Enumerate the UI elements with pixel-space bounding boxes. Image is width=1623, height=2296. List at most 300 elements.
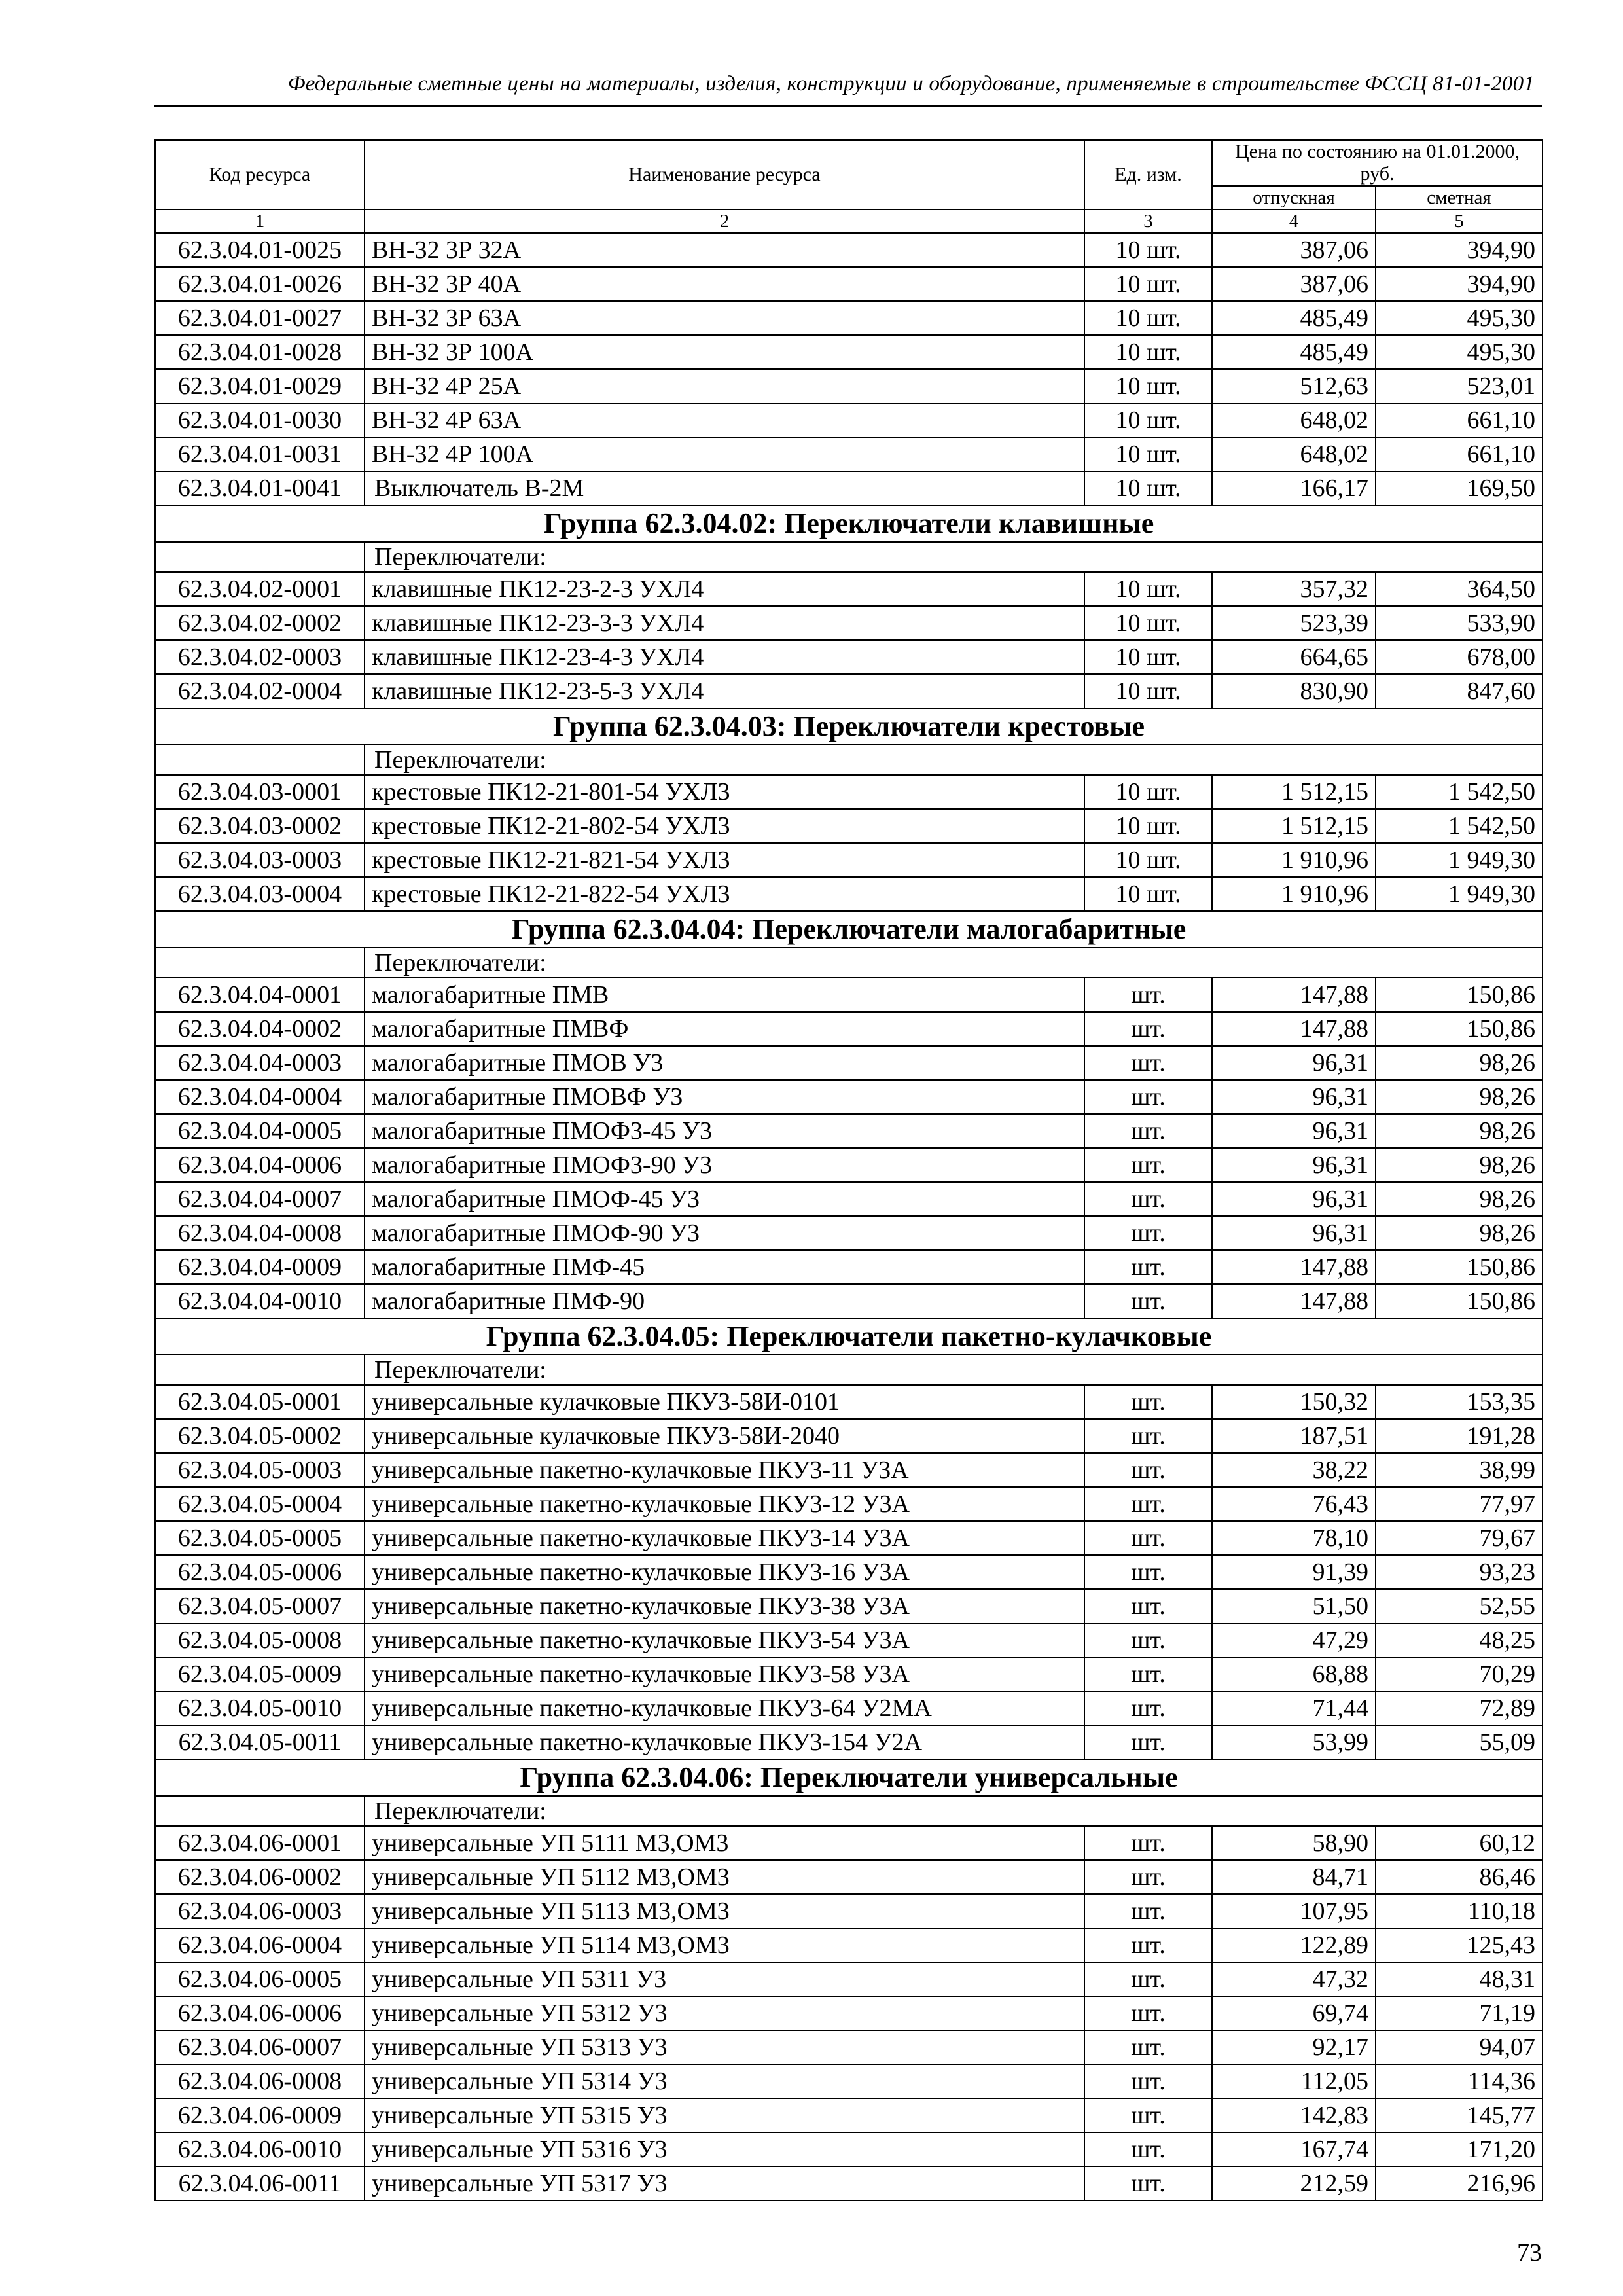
col-header-release: отпускная bbox=[1212, 186, 1376, 209]
estimate-price: 98,26 bbox=[1376, 1046, 1543, 1080]
unit-of-measure: 10 шт. bbox=[1084, 335, 1212, 369]
table-row bbox=[155, 606, 1543, 640]
estimate-price: 1 542,50 bbox=[1376, 809, 1543, 843]
col-number: 4 bbox=[1212, 209, 1376, 233]
table-row bbox=[155, 1487, 1543, 1521]
resource-name: ВН-32 3Р 100А bbox=[365, 335, 1084, 369]
estimate-price: 125,43 bbox=[1376, 1928, 1543, 1962]
unit-of-measure: шт. bbox=[1084, 1894, 1212, 1928]
estimate-price: 98,26 bbox=[1376, 1080, 1543, 1114]
estimate-price: 495,30 bbox=[1376, 301, 1543, 335]
resource-code: 62.3.04.04-0002 bbox=[155, 1012, 365, 1046]
subheading-spacer bbox=[155, 1796, 365, 1826]
unit-of-measure: шт. bbox=[1084, 2064, 1212, 2098]
resource-code: 62.3.04.05-0006 bbox=[155, 1555, 365, 1589]
resource-code: 62.3.04.06-0003 bbox=[155, 1894, 365, 1928]
release-price: 187,51 bbox=[1212, 1419, 1376, 1453]
table-row bbox=[155, 1419, 1543, 1453]
resource-code: 62.3.04.04-0004 bbox=[155, 1080, 365, 1114]
resource-name: универсальные УП 5314 У3 bbox=[365, 2064, 1084, 2098]
resource-code: 62.3.04.03-0004 bbox=[155, 877, 365, 911]
resource-name: малогабаритные ПМОВФ У3 bbox=[365, 1080, 1084, 1114]
release-price: 53,99 bbox=[1212, 1725, 1376, 1759]
resource-name: универсальные УП 5111 М3,ОМ3 bbox=[365, 1826, 1084, 1860]
unit-of-measure: шт. bbox=[1084, 1385, 1212, 1419]
estimate-price: 847,60 bbox=[1376, 674, 1543, 708]
resource-name: универсальные УП 5112 М3,ОМ3 bbox=[365, 1860, 1084, 1894]
resource-code: 62.3.04.05-0011 bbox=[155, 1725, 365, 1759]
resource-name: универсальные пакетно-кулачковые ПКУ3-11 У3А bbox=[365, 1453, 1084, 1487]
resource-code: 62.3.04.05-0009 bbox=[155, 1657, 365, 1691]
release-price: 1 910,96 bbox=[1212, 843, 1376, 877]
estimate-price: 70,29 bbox=[1376, 1657, 1543, 1691]
resource-code: 62.3.04.05-0003 bbox=[155, 1453, 365, 1487]
table-row bbox=[155, 1928, 1543, 1962]
estimate-price: 72,89 bbox=[1376, 1691, 1543, 1725]
resource-name: малогабаритные ПМОФ-90 У3 bbox=[365, 1216, 1084, 1250]
release-price: 1 910,96 bbox=[1212, 877, 1376, 911]
release-price: 38,22 bbox=[1212, 1453, 1376, 1487]
resource-name: крестовые ПК12-21-801-54 УХЛ3 bbox=[365, 775, 1084, 809]
release-price: 147,88 bbox=[1212, 1250, 1376, 1284]
unit-of-measure: шт. bbox=[1084, 1962, 1212, 1996]
estimate-price: 1 542,50 bbox=[1376, 775, 1543, 809]
release-price: 212,59 bbox=[1212, 2166, 1376, 2200]
estimate-price: 145,77 bbox=[1376, 2098, 1543, 2132]
resource-name: ВН-32 3Р 63А bbox=[365, 301, 1084, 335]
release-price: 147,88 bbox=[1212, 1012, 1376, 1046]
estimate-price: 150,86 bbox=[1376, 1250, 1543, 1284]
unit-of-measure: шт. bbox=[1084, 2132, 1212, 2166]
resource-name: малогабаритные ПМОФ3-45 У3 bbox=[365, 1114, 1084, 1148]
resource-code: 62.3.04.01-0025 bbox=[155, 233, 365, 267]
group-title: Группа 62.3.04.06: Переключатели универсальные bbox=[155, 1759, 1543, 1796]
unit-of-measure: шт. bbox=[1084, 1080, 1212, 1114]
table-row bbox=[155, 1962, 1543, 1996]
resource-name: Выключатель В-2М bbox=[365, 471, 1084, 505]
resource-name: универсальные пакетно-кулачковые ПКУ3-12 У3А bbox=[365, 1487, 1084, 1521]
resource-code: 62.3.04.01-0026 bbox=[155, 267, 365, 301]
table-row bbox=[155, 233, 1543, 267]
resource-name: универсальные УП 5316 У3 bbox=[365, 2132, 1084, 2166]
table-row bbox=[155, 1216, 1543, 1250]
resource-name: малогабаритные ПМФ-90 bbox=[365, 1284, 1084, 1318]
resource-code: 62.3.04.05-0010 bbox=[155, 1691, 365, 1725]
unit-of-measure: 10 шт. bbox=[1084, 233, 1212, 267]
table-row bbox=[155, 1385, 1543, 1419]
unit-of-measure: 10 шт. bbox=[1084, 775, 1212, 809]
resource-name: крестовые ПК12-21-821-54 УХЛ3 bbox=[365, 843, 1084, 877]
release-price: 150,32 bbox=[1212, 1385, 1376, 1419]
unit-of-measure: шт. bbox=[1084, 1657, 1212, 1691]
table-row bbox=[155, 2098, 1543, 2132]
release-price: 830,90 bbox=[1212, 674, 1376, 708]
release-price: 142,83 bbox=[1212, 2098, 1376, 2132]
resource-name: малогабаритные ПМОВ У3 bbox=[365, 1046, 1084, 1080]
running-header: Федеральные сметные цены на материалы, изделия, конструкции и оборудование, применяемые в строительстве ФССЦ 81-01-2001 bbox=[287, 72, 1535, 96]
resource-code: 62.3.04.04-0006 bbox=[155, 1148, 365, 1182]
col-number: 5 bbox=[1376, 209, 1543, 233]
release-price: 96,31 bbox=[1212, 1080, 1376, 1114]
resource-code: 62.3.04.02-0001 bbox=[155, 572, 365, 606]
resource-name: универсальные УП 5317 У3 bbox=[365, 2166, 1084, 2200]
resource-code: 62.3.04.06-0002 bbox=[155, 1860, 365, 1894]
subheading-spacer bbox=[155, 542, 365, 572]
estimate-price: 495,30 bbox=[1376, 335, 1543, 369]
estimate-price: 98,26 bbox=[1376, 1114, 1543, 1148]
release-price: 96,31 bbox=[1212, 1114, 1376, 1148]
subheading-spacer bbox=[155, 948, 365, 978]
unit-of-measure: шт. bbox=[1084, 1725, 1212, 1759]
table-row bbox=[155, 335, 1543, 369]
release-price: 147,88 bbox=[1212, 1284, 1376, 1318]
unit-of-measure: шт. bbox=[1084, 1996, 1212, 2030]
estimate-price: 150,86 bbox=[1376, 1284, 1543, 1318]
col-header-price: Цена по состоянию на 01.01.2000, руб. bbox=[1212, 140, 1543, 186]
table-row bbox=[155, 978, 1543, 1012]
unit-of-measure: шт. bbox=[1084, 1012, 1212, 1046]
table-row bbox=[155, 1046, 1543, 1080]
table-head bbox=[155, 140, 1543, 233]
release-price: 47,32 bbox=[1212, 1962, 1376, 1996]
estimate-price: 150,86 bbox=[1376, 1012, 1543, 1046]
resource-name: универсальные УП 5312 У3 bbox=[365, 1996, 1084, 2030]
resource-name: малогабаритные ПМВ bbox=[365, 978, 1084, 1012]
resource-code: 62.3.04.02-0002 bbox=[155, 606, 365, 640]
resource-name: универсальные УП 5113 М3,ОМ3 bbox=[365, 1894, 1084, 1928]
price-table bbox=[154, 139, 1543, 2201]
subheading-row bbox=[155, 1796, 1543, 1826]
table-row bbox=[155, 877, 1543, 911]
group-title: Группа 62.3.04.04: Переключатели малогабаритные bbox=[155, 911, 1543, 948]
table-row bbox=[155, 1250, 1543, 1284]
estimate-price: 678,00 bbox=[1376, 640, 1543, 674]
unit-of-measure: 10 шт. bbox=[1084, 267, 1212, 301]
release-price: 485,49 bbox=[1212, 301, 1376, 335]
resource-code: 62.3.04.05-0001 bbox=[155, 1385, 365, 1419]
subheading-row bbox=[155, 948, 1543, 978]
estimate-price: 114,36 bbox=[1376, 2064, 1543, 2098]
table-row bbox=[155, 1826, 1543, 1860]
table-row bbox=[155, 809, 1543, 843]
resource-code: 62.3.04.05-0007 bbox=[155, 1589, 365, 1623]
subheading-label: Переключатели: bbox=[365, 745, 1543, 775]
resource-code: 62.3.04.06-0005 bbox=[155, 1962, 365, 1996]
table-row bbox=[155, 1284, 1543, 1318]
release-price: 96,31 bbox=[1212, 1046, 1376, 1080]
unit-of-measure: шт. bbox=[1084, 1691, 1212, 1725]
unit-of-measure: шт. bbox=[1084, 1928, 1212, 1962]
group-heading-row bbox=[155, 505, 1543, 542]
release-price: 91,39 bbox=[1212, 1555, 1376, 1589]
release-price: 96,31 bbox=[1212, 1148, 1376, 1182]
unit-of-measure: шт. bbox=[1084, 2030, 1212, 2064]
group-title: Группа 62.3.04.03: Переключатели крестовые bbox=[155, 708, 1543, 745]
col-header-estimate: сметная bbox=[1376, 186, 1543, 209]
resource-code: 62.3.04.03-0003 bbox=[155, 843, 365, 877]
resource-name: универсальные пакетно-кулачковые ПКУ3-16 У3А bbox=[365, 1555, 1084, 1589]
unit-of-measure: 10 шт. bbox=[1084, 606, 1212, 640]
table-row bbox=[155, 775, 1543, 809]
resource-code: 62.3.04.04-0001 bbox=[155, 978, 365, 1012]
estimate-price: 79,67 bbox=[1376, 1521, 1543, 1555]
unit-of-measure: 10 шт. bbox=[1084, 403, 1212, 437]
release-price: 92,17 bbox=[1212, 2030, 1376, 2064]
release-price: 387,06 bbox=[1212, 233, 1376, 267]
col-header-code: Код ресурса bbox=[155, 140, 365, 209]
resource-name: универсальные УП 5311 У3 bbox=[365, 1962, 1084, 1996]
estimate-price: 661,10 bbox=[1376, 403, 1543, 437]
resource-code: 62.3.04.04-0008 bbox=[155, 1216, 365, 1250]
release-price: 112,05 bbox=[1212, 2064, 1376, 2098]
estimate-price: 77,97 bbox=[1376, 1487, 1543, 1521]
release-price: 47,29 bbox=[1212, 1623, 1376, 1657]
release-price: 648,02 bbox=[1212, 403, 1376, 437]
release-price: 1 512,15 bbox=[1212, 775, 1376, 809]
estimate-price: 48,25 bbox=[1376, 1623, 1543, 1657]
estimate-price: 171,20 bbox=[1376, 2132, 1543, 2166]
table-row bbox=[155, 1555, 1543, 1589]
table-row bbox=[155, 301, 1543, 335]
release-price: 648,02 bbox=[1212, 437, 1376, 471]
subheading-label: Переключатели: bbox=[365, 1355, 1543, 1385]
resource-code: 62.3.04.01-0031 bbox=[155, 437, 365, 471]
estimate-price: 1 949,30 bbox=[1376, 877, 1543, 911]
release-price: 96,31 bbox=[1212, 1182, 1376, 1216]
subheading-row bbox=[155, 745, 1543, 775]
table-row bbox=[155, 2166, 1543, 2200]
resource-code: 62.3.04.01-0041 bbox=[155, 471, 365, 505]
resource-code: 62.3.04.06-0010 bbox=[155, 2132, 365, 2166]
group-heading-row bbox=[155, 911, 1543, 948]
estimate-price: 93,23 bbox=[1376, 1555, 1543, 1589]
table-row bbox=[155, 1691, 1543, 1725]
resource-name: малогабаритные ПМОФ3-90 У3 bbox=[365, 1148, 1084, 1182]
resource-name: ВН-32 4Р 25А bbox=[365, 369, 1084, 403]
resource-name: универсальные кулачковые ПКУ3-58И-2040 bbox=[365, 1419, 1084, 1453]
col-header-name: Наименование ресурса bbox=[365, 140, 1084, 209]
table-row bbox=[155, 471, 1543, 505]
estimate-price: 98,26 bbox=[1376, 1148, 1543, 1182]
unit-of-measure: шт. bbox=[1084, 2098, 1212, 2132]
subheading-label: Переключатели: bbox=[365, 542, 1543, 572]
unit-of-measure: шт. bbox=[1084, 1182, 1212, 1216]
unit-of-measure: шт. bbox=[1084, 1148, 1212, 1182]
table-row bbox=[155, 2132, 1543, 2166]
unit-of-measure: шт. bbox=[1084, 1555, 1212, 1589]
resource-code: 62.3.04.06-0004 bbox=[155, 1928, 365, 1962]
resource-code: 62.3.04.05-0005 bbox=[155, 1521, 365, 1555]
unit-of-measure: шт. bbox=[1084, 1623, 1212, 1657]
resource-name: крестовые ПК12-21-822-54 УХЛ3 bbox=[365, 877, 1084, 911]
unit-of-measure: шт. bbox=[1084, 2166, 1212, 2200]
estimate-price: 169,50 bbox=[1376, 471, 1543, 505]
estimate-price: 533,90 bbox=[1376, 606, 1543, 640]
resource-code: 62.3.04.05-0008 bbox=[155, 1623, 365, 1657]
table-row bbox=[155, 1860, 1543, 1894]
estimate-price: 150,86 bbox=[1376, 978, 1543, 1012]
header-divider bbox=[154, 105, 1542, 107]
unit-of-measure: 10 шт. bbox=[1084, 471, 1212, 505]
table-row bbox=[155, 369, 1543, 403]
resource-name: ВН-32 4Р 63А bbox=[365, 403, 1084, 437]
release-price: 122,89 bbox=[1212, 1928, 1376, 1962]
unit-of-measure: шт. bbox=[1084, 1487, 1212, 1521]
table-row bbox=[155, 267, 1543, 301]
table-row bbox=[155, 1012, 1543, 1046]
estimate-price: 94,07 bbox=[1376, 2030, 1543, 2064]
col-number: 2 bbox=[365, 209, 1084, 233]
table-row bbox=[155, 437, 1543, 471]
unit-of-measure: шт. bbox=[1084, 1521, 1212, 1555]
table-row bbox=[155, 1148, 1543, 1182]
estimate-price: 523,01 bbox=[1376, 369, 1543, 403]
resource-code: 62.3.04.01-0029 bbox=[155, 369, 365, 403]
resource-code: 62.3.04.03-0001 bbox=[155, 775, 365, 809]
resource-name: ВН-32 3Р 40А bbox=[365, 267, 1084, 301]
release-price: 69,74 bbox=[1212, 1996, 1376, 2030]
table-row bbox=[155, 843, 1543, 877]
estimate-price: 216,96 bbox=[1376, 2166, 1543, 2200]
table-row bbox=[155, 1453, 1543, 1487]
resource-code: 62.3.04.03-0002 bbox=[155, 809, 365, 843]
subheading-label: Переключатели: bbox=[365, 948, 1543, 978]
resource-name: универсальные пакетно-кулачковые ПКУ3-38 У3А bbox=[365, 1589, 1084, 1623]
unit-of-measure: шт. bbox=[1084, 1250, 1212, 1284]
resource-name: универсальные пакетно-кулачковые ПКУ3-64 У2МА bbox=[365, 1691, 1084, 1725]
resource-name: универсальные УП 5315 У3 bbox=[365, 2098, 1084, 2132]
table-row bbox=[155, 1996, 1543, 2030]
unit-of-measure: шт. bbox=[1084, 1114, 1212, 1148]
estimate-price: 71,19 bbox=[1376, 1996, 1543, 2030]
resource-code: 62.3.04.06-0008 bbox=[155, 2064, 365, 2098]
unit-of-measure: шт. bbox=[1084, 1216, 1212, 1250]
table-row bbox=[155, 2030, 1543, 2064]
group-title: Группа 62.3.04.02: Переключатели клавишные bbox=[155, 505, 1543, 542]
resource-name: клавишные ПК12-23-2-3 УХЛ4 bbox=[365, 572, 1084, 606]
release-price: 387,06 bbox=[1212, 267, 1376, 301]
resource-name: универсальные пакетно-кулачковые ПКУ3-14 У3А bbox=[365, 1521, 1084, 1555]
resource-name: универсальные пакетно-кулачковые ПКУ3-154 У2А bbox=[365, 1725, 1084, 1759]
unit-of-measure: шт. bbox=[1084, 1589, 1212, 1623]
resource-code: 62.3.04.06-0009 bbox=[155, 2098, 365, 2132]
release-price: 107,95 bbox=[1212, 1894, 1376, 1928]
resource-name: малогабаритные ПМФ-45 bbox=[365, 1250, 1084, 1284]
resource-code: 62.3.04.02-0004 bbox=[155, 674, 365, 708]
release-price: 664,65 bbox=[1212, 640, 1376, 674]
release-price: 512,63 bbox=[1212, 369, 1376, 403]
resource-code: 62.3.04.05-0004 bbox=[155, 1487, 365, 1521]
unit-of-measure: 10 шт. bbox=[1084, 369, 1212, 403]
page-number: 73 bbox=[1517, 2239, 1542, 2267]
subheading-label: Переключатели: bbox=[365, 1796, 1543, 1826]
table-row bbox=[155, 1725, 1543, 1759]
resource-name: крестовые ПК12-21-802-54 УХЛ3 bbox=[365, 809, 1084, 843]
release-price: 71,44 bbox=[1212, 1691, 1376, 1725]
resource-code: 62.3.04.01-0028 bbox=[155, 335, 365, 369]
estimate-price: 661,10 bbox=[1376, 437, 1543, 471]
table-row bbox=[155, 640, 1543, 674]
unit-of-measure: шт. bbox=[1084, 1453, 1212, 1487]
release-price: 485,49 bbox=[1212, 335, 1376, 369]
release-price: 68,88 bbox=[1212, 1657, 1376, 1691]
estimate-price: 55,09 bbox=[1376, 1725, 1543, 1759]
estimate-price: 1 949,30 bbox=[1376, 843, 1543, 877]
resource-code: 62.3.04.06-0007 bbox=[155, 2030, 365, 2064]
unit-of-measure: 10 шт. bbox=[1084, 572, 1212, 606]
unit-of-measure: шт. bbox=[1084, 1284, 1212, 1318]
estimate-price: 110,18 bbox=[1376, 1894, 1543, 1928]
table-row bbox=[155, 403, 1543, 437]
group-heading-row bbox=[155, 1318, 1543, 1355]
subheading-spacer bbox=[155, 745, 365, 775]
resource-code: 62.3.04.01-0027 bbox=[155, 301, 365, 335]
unit-of-measure: 10 шт. bbox=[1084, 640, 1212, 674]
table-body bbox=[155, 233, 1543, 2200]
release-price: 166,17 bbox=[1212, 471, 1376, 505]
subheading-row bbox=[155, 542, 1543, 572]
estimate-price: 364,50 bbox=[1376, 572, 1543, 606]
unit-of-measure: 10 шт. bbox=[1084, 843, 1212, 877]
group-heading-row bbox=[155, 708, 1543, 745]
resource-code: 62.3.04.04-0009 bbox=[155, 1250, 365, 1284]
col-number: 3 bbox=[1084, 209, 1212, 233]
estimate-price: 60,12 bbox=[1376, 1826, 1543, 1860]
group-title: Группа 62.3.04.05: Переключатели пакетно-кулачковые bbox=[155, 1318, 1543, 1355]
col-header-unit: Ед. изм. bbox=[1084, 140, 1212, 209]
col-number: 1 bbox=[155, 209, 365, 233]
release-price: 1 512,15 bbox=[1212, 809, 1376, 843]
unit-of-measure: 10 шт. bbox=[1084, 674, 1212, 708]
unit-of-measure: 10 шт. bbox=[1084, 437, 1212, 471]
resource-code: 62.3.04.06-0001 bbox=[155, 1826, 365, 1860]
resource-name: универсальные пакетно-кулачковые ПКУ3-58 У3А bbox=[365, 1657, 1084, 1691]
table-row bbox=[155, 1623, 1543, 1657]
table-row bbox=[155, 1894, 1543, 1928]
table-row bbox=[155, 1114, 1543, 1148]
estimate-price: 48,31 bbox=[1376, 1962, 1543, 1996]
resource-code: 62.3.04.04-0007 bbox=[155, 1182, 365, 1216]
release-price: 147,88 bbox=[1212, 978, 1376, 1012]
resource-code: 62.3.04.04-0005 bbox=[155, 1114, 365, 1148]
table-row bbox=[155, 1182, 1543, 1216]
resource-name: универсальные УП 5313 У3 bbox=[365, 2030, 1084, 2064]
release-price: 96,31 bbox=[1212, 1216, 1376, 1250]
resource-name: клавишные ПК12-23-4-3 УХЛ4 bbox=[365, 640, 1084, 674]
table-row bbox=[155, 572, 1543, 606]
table-row bbox=[155, 2064, 1543, 2098]
unit-of-measure: шт. bbox=[1084, 1860, 1212, 1894]
estimate-price: 52,55 bbox=[1376, 1589, 1543, 1623]
resource-name: ВН-32 3Р 32А bbox=[365, 233, 1084, 267]
unit-of-measure: 10 шт. bbox=[1084, 809, 1212, 843]
resource-code: 62.3.04.02-0003 bbox=[155, 640, 365, 674]
resource-code: 62.3.04.06-0006 bbox=[155, 1996, 365, 2030]
resource-name: ВН-32 4Р 100А bbox=[365, 437, 1084, 471]
estimate-price: 86,46 bbox=[1376, 1860, 1543, 1894]
release-price: 357,32 bbox=[1212, 572, 1376, 606]
table-row bbox=[155, 1657, 1543, 1691]
release-price: 51,50 bbox=[1212, 1589, 1376, 1623]
table-row bbox=[155, 1521, 1543, 1555]
estimate-price: 98,26 bbox=[1376, 1182, 1543, 1216]
resource-code: 62.3.04.05-0002 bbox=[155, 1419, 365, 1453]
resource-name: универсальные пакетно-кулачковые ПКУ3-54 У3А bbox=[365, 1623, 1084, 1657]
release-price: 84,71 bbox=[1212, 1860, 1376, 1894]
resource-code: 62.3.04.04-0003 bbox=[155, 1046, 365, 1080]
resource-code: 62.3.04.04-0010 bbox=[155, 1284, 365, 1318]
estimate-price: 98,26 bbox=[1376, 1216, 1543, 1250]
